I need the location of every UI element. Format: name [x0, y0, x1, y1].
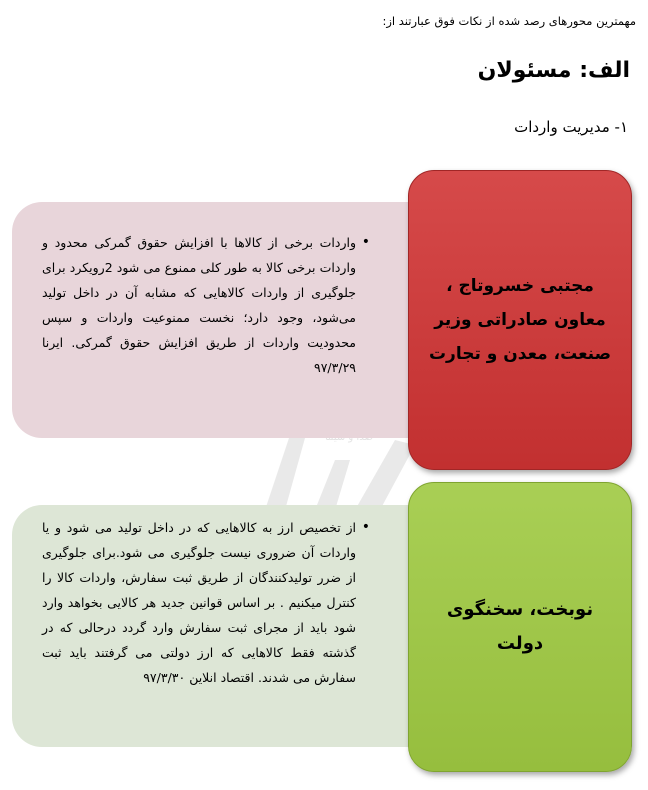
speaker-tile-2 [408, 482, 632, 772]
speaker-tile-1 [408, 170, 632, 470]
quote-panel-2 [12, 505, 452, 747]
quote-text-2: • از تخصیص ارز به کالاهایی که در داخل تولید می شود و یا واردات آن ضروری نیست جلوگیری می شود.برای جلوگیری از ضرر تولیدکنندگان از طریق ثبت سفارش، واردات کالا را کنترل میکنیم . بر اساس قوانین جدید هر کالایی بخواهد وارد شود باید از مجرای ثبت سفارش وارد گردد درحالی که در گذشته فقط کالاهایی که ارز دولتی می گرفتند باید ثبت سفارش می شدند. اقتصاد انلاین ۹۷/۳/۳۰ [42, 515, 356, 690]
intro-text: مهمترین محورهای رصد شده از نکات فوق عبارتند از: [382, 14, 636, 28]
subsection-title: ۱- مدیریت واردات [514, 118, 628, 136]
section-title: الف: مسئولان [477, 58, 630, 83]
quote-panel-1 [12, 202, 452, 438]
quote-text-1: • واردات برخی از کالاها با افزایش حقوق گمرکی محدود و واردات برخی کالا به طور کلی ممنوع می شود 2رویکرد برای جلوگیری از واردات کالاهایی که مشابه آن در داخل تولید می‌شود، وجود دارد؛ نخست ممنوعیت واردات و سپس محدودیت واردات از طریق افزایش حقوق گمرکی. ایرنا ۹۷/۳/۲۹ [42, 230, 356, 380]
speaker-label-2: نوبخت، سخنگوی دولت [446, 599, 594, 654]
speaker-label-1: مجتبی خسروتاج ، معاون صادراتی وزیر صنعت، معدن و تجارت [428, 276, 612, 364]
